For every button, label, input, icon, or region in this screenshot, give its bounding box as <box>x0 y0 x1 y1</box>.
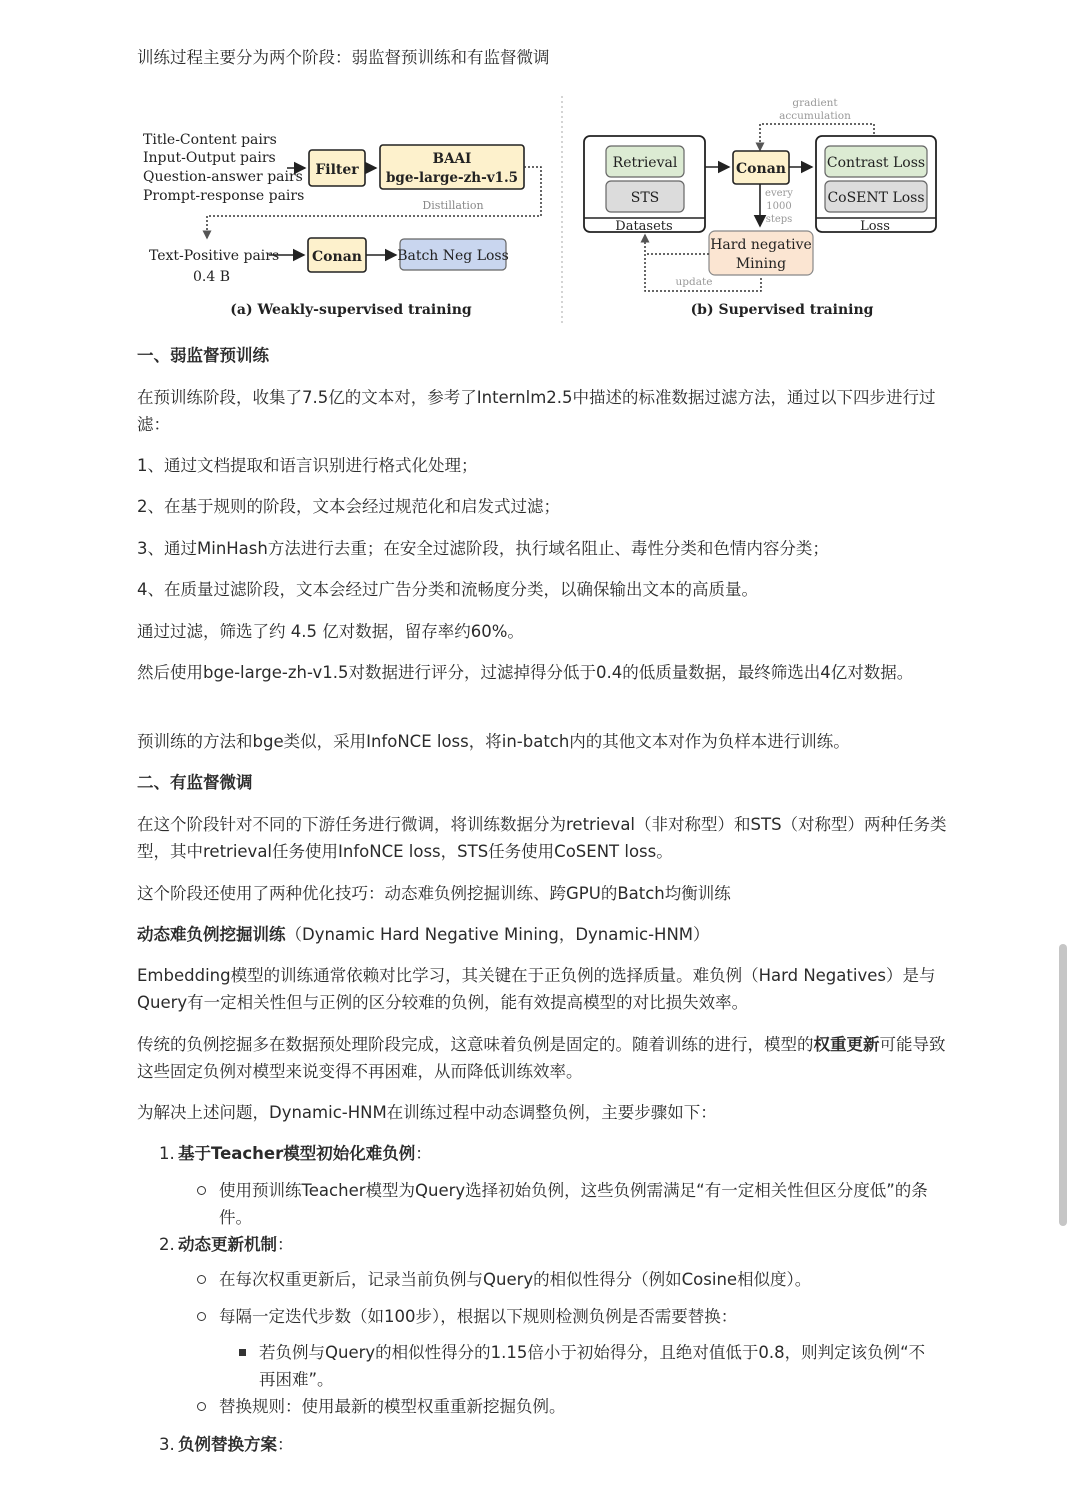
circle-bullet-icon <box>197 1275 206 1284</box>
pair-label-3: Question-answer pairs <box>143 169 303 185</box>
list-item-1-sub-1 <box>137 1177 947 1231</box>
list-item-2-sub-1 <box>137 1266 947 1293</box>
list-item-2-sub-2-sub-1 <box>137 1339 947 1393</box>
list-item-3-colon: ： <box>277 1435 294 1454</box>
text-pos-label-2: 0.4 B <box>193 269 231 285</box>
filter-step-3: 3、通过MinHash方法进行去重；在安全过滤阶段，执行域名阻止、毒性分类和色情内容分类； <box>137 539 829 558</box>
sts-label: STS <box>630 190 660 206</box>
section1-paragraph-4: 预训练的方法和bge类似，采用InfoNCE loss，将in-batch内的其他文本对作为负样本进行训练。 <box>137 732 850 751</box>
section2-paragraph-3: Embedding模型的训练通常依赖对比学习，其关键在于正负例的选择质量。难负例（Hard Negatives）是与Query有一定相关性但与正例的区分较难的负例，能有效提高模型的对比损失效率。 <box>137 966 936 1012</box>
list-number-2: 2. <box>159 1235 175 1254</box>
circle-bullet-icon <box>197 1186 206 1195</box>
vertical-scrollbar[interactable] <box>1059 944 1067 1226</box>
section2-paragraph-5: 为解决上述问题，Dynamic-HNM在训练过程中动态调整负例，主要步骤如下： <box>137 1103 717 1122</box>
text-pos-label-1: Text-Positive pairs <box>149 248 280 264</box>
list-item-2-sub-2-sub-1-text: 若负例与Query的相似性得分的1.15倍小于初始得分，且绝对值低于0.8，则判定该负例“不再困难”。 <box>259 1343 926 1389</box>
every-label-2: 1000 <box>766 201 792 212</box>
hnm-title-bold: 动态难负例挖掘训练 <box>137 925 286 944</box>
filter-step-1: 1、通过文档提取和语言识别进行格式化处理； <box>137 456 478 475</box>
every-label-3: steps <box>765 214 793 225</box>
every-label-1: every <box>765 188 793 199</box>
list-item-2 <box>137 1231 947 1258</box>
loss-label: Loss <box>860 219 890 234</box>
section1-paragraph-3: 然后使用bge-large-zh-v1.5对数据进行评分，过滤掉得分低于0.4的低质量数据，最终筛选出4亿对数据。 <box>137 663 914 682</box>
section1-paragraph-2: 通过过滤，筛选了约 4.5 亿对数据，留存率约60%。 <box>137 622 524 641</box>
hnm-label-2: Mining <box>735 256 787 272</box>
hnm-title-rest: （Dynamic Hard Negative Mining，Dynamic-HNM） <box>285 925 710 944</box>
list-item-2-sub-1-text: 在每次权重更新后，记录当前负例与Query的相似性得分（例如Cosine相似度）。 <box>219 1270 812 1289</box>
section2-paragraph-1: 在这个阶段针对不同的下游任务进行微调，将训练数据分为retrieval（非对称型）和STS（对称型）两种任务类型，其中retrieval任务使用InfoNCE loss，STS任务使用CoSENT loss。 <box>137 815 947 861</box>
caption-a: (a) Weakly-supervised training <box>230 302 472 318</box>
hnm-title <box>137 921 947 948</box>
conan-label-b: Conan <box>736 161 786 177</box>
filter-label: Filter <box>315 162 359 178</box>
circle-bullet-icon <box>197 1402 206 1411</box>
filter-step-2: 2、在基于规则的阶段，文本会经过规范化和启发式过滤； <box>137 497 560 516</box>
conan-label-a: Conan <box>312 249 362 265</box>
list-item-1 <box>137 1140 947 1167</box>
pair-label-1: Title-Content pairs <box>143 132 277 148</box>
batch-neg-label: Batch Neg Loss <box>397 248 509 264</box>
p4-text-a: 传统的负例挖掘多在数据预处理阶段完成，这意味着负例是固定的。随着训练的进行，模型的 <box>137 1035 814 1054</box>
pair-label-2: Input-Output pairs <box>143 150 276 166</box>
square-bullet-icon <box>239 1349 246 1356</box>
caption-b: (b) Supervised training <box>690 302 874 318</box>
intro-text: 训练过程主要分为两个阶段：弱监督预训练和有监督微调 <box>137 48 550 67</box>
list-item-2-colon: ： <box>277 1235 294 1254</box>
list-item-1-colon: ： <box>415 1144 432 1163</box>
contrast-loss-label: Contrast Loss <box>826 155 926 171</box>
list-number-1: 1. <box>159 1144 175 1163</box>
circle-bullet-icon <box>197 1312 206 1321</box>
list-item-1-sub-1-text: 使用预训练Teacher模型为Query选择初始负例，这些负例需满足“有一定相关性但区分度低”的条件。 <box>219 1181 928 1227</box>
hnm-label-1: Hard negative <box>710 237 812 253</box>
list-item-3-title: 负例替换方案 <box>178 1435 277 1454</box>
datasets-label: Datasets <box>615 219 673 234</box>
section1-heading: 一、弱监督预训练 <box>137 346 269 365</box>
list-item-3 <box>137 1431 947 1458</box>
distillation-label: Distillation <box>422 199 484 212</box>
filter-step-4: 4、在质量过滤阶段，文本会经过广告分类和流畅度分类，以确保输出文本的高质量。 <box>137 580 758 599</box>
list-item-2-sub-2-text: 每隔一定迭代步数（如100步），根据以下规则检测负例是否需要替换： <box>219 1307 738 1326</box>
list-item-1-title: 基于Teacher模型初始化难负例 <box>178 1144 416 1163</box>
list-item-2-sub-3 <box>137 1393 947 1420</box>
p4-text-b: 可能导致这些固定负例对模型来说变得不再困难，从而降低训练效率。 <box>137 1035 946 1081</box>
p4-bold-weight-update: 权重更新 <box>813 1035 880 1054</box>
baai-label-2: bge-large-zh-v1.5 <box>385 170 519 186</box>
gradient-label-1: gradient <box>792 97 838 109</box>
list-item-2-sub-3-text: 替换规则：使用最新的模型权重重新挖掘负例。 <box>219 1397 566 1416</box>
pair-label-4: Prompt-response pairs <box>143 188 305 204</box>
training-figure <box>137 92 947 328</box>
update-label: update <box>675 276 713 288</box>
list-item-2-sub-2 <box>137 1303 947 1330</box>
section1-paragraph-1: 在预训练阶段，收集了7.5亿的文本对，参考了Internlm2.5中描述的标准数据过滤方法，通过以下四步进行过滤： <box>137 388 936 434</box>
figure-b <box>584 97 936 318</box>
section2-heading: 二、有监督微调 <box>137 773 253 792</box>
retrieval-label: Retrieval <box>612 155 678 171</box>
list-number-3: 3. <box>159 1435 175 1454</box>
list-item-2-title: 动态更新机制 <box>178 1235 277 1254</box>
gradient-label-2: accumulation <box>779 110 851 122</box>
figure-a <box>143 132 541 318</box>
cosent-loss-label: CoSENT Loss <box>827 190 925 206</box>
section2-paragraph-2: 这个阶段还使用了两种优化技巧：动态难负例挖掘训练、跨GPU的Batch均衡训练 <box>137 884 731 903</box>
baai-label-1: BAAI <box>432 151 472 167</box>
section2-paragraph-4 <box>137 1031 947 1085</box>
